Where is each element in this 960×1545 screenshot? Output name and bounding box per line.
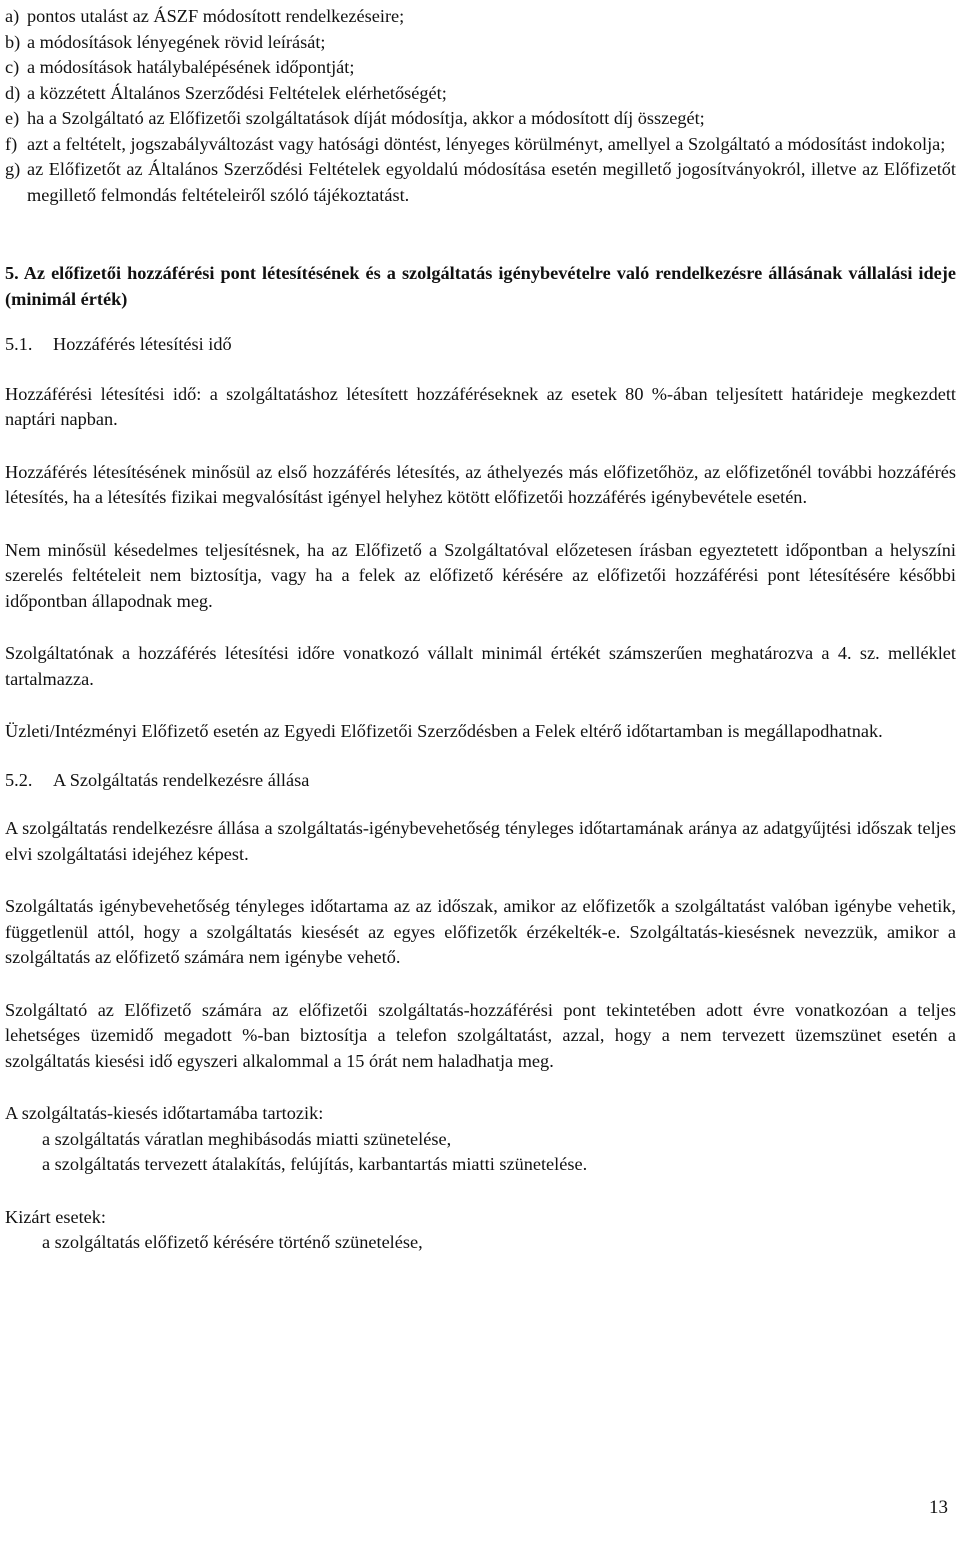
paragraph: Szolgáltatás igénybevehetőség tényleges időtartama az az időszak, amikor az előfizetők a szolgáltatást valóban igénybe vehetik, függetlenül attól, hogy a szolgáltatás kiesését az egyes előfizetők érzékelték-e. Szolgáltatás-kiesésnek nevezzük, amikor a szolgáltatás az előfizető számára nem igénybe vehető. [5, 896, 956, 967]
subsection-number: 5.1. [5, 334, 33, 354]
list-label: c) [5, 57, 20, 77]
subsection-5-1-heading [5, 332, 956, 358]
list-item: a szolgáltatás tervezett átalakítás, felújítás, karbantartás miatti szünetelése. [42, 1154, 588, 1174]
paragraph: Üzleti/Intézményi Előfizető esetén az Egyedi Előfizetői Szerződésben a Felek eltérő időtartamban is megállapodhatnak. [5, 721, 883, 741]
list-item: a szolgáltatás váratlan meghibásodás miatti szünetelése, [42, 1128, 452, 1149]
paragraph: Nem minősül késedelmes teljesítésnek, ha az Előfizető a Szolgáltatóval előzetesen írásban egyeztetett időpontban a helyszíni szerelés feltételeit nem biztosítja, vagy ha a felek az előfizető kérésére az előfizetői hozzáférési pont létesítésére későbbi időpontban állapodnak meg. [5, 539, 956, 611]
list-text: azt a feltételt, jogszabályváltozást vagy hatósági döntést, lényeges körülményt, amellyel a Szolgáltató a módosítást indokolja; [27, 133, 946, 154]
list-label: a) [5, 6, 20, 26]
subsection-number: 5.2. [5, 769, 33, 790]
list-text: a módosítások lényegének rövid leírását; [27, 31, 326, 52]
list-text: a közzétett Általános Szerződési Feltételek elérhetőségét; [27, 82, 447, 103]
outage-list [5, 1127, 956, 1178]
subsection-title: A Szolgáltatás rendelkezésre állása [53, 769, 310, 790]
list-label: f) [5, 133, 18, 154]
paragraph: Hozzáférési létesítési idő: a szolgáltatáshoz létesített hozzáféréseknek az esetek 80 %-ában teljesített határideje megkezdett naptári napban. [5, 383, 956, 429]
list-label: d) [5, 82, 21, 103]
page-number: 13 [929, 1497, 948, 1518]
list-item: a szolgáltatás előfizető kérésére történő szünetelése, [42, 1232, 423, 1252]
list-item-g [5, 157, 956, 208]
list-label: e) [5, 108, 20, 128]
list-label: g) [5, 159, 21, 179]
list-item-f [5, 132, 956, 158]
list-item-a [5, 4, 956, 30]
list-item-c [5, 55, 956, 81]
list-text: a módosítások hatálybalépésének időpontját; [27, 57, 355, 77]
excluded-list [5, 1230, 956, 1256]
subsection-title: Hozzáférés létesítési idő [53, 334, 232, 354]
list-label: b) [5, 31, 21, 52]
paragraph: Kizárt esetek: [5, 1206, 107, 1227]
paragraph: Szolgáltató az Előfizető számára az előfizetői szolgáltatás-hozzáférési pont tekintetében adott évre vonatkozóan a teljes lehetséges üzemidő megadott %-ban biztosítja a telefon szolgáltatást, azzal, hogy a nem tervezett üzemszünet esetén a szolgáltatás kiesési idő egyszeri alkalommal a 15 órát nem haladhatja meg. [5, 999, 956, 1071]
paragraph: A szolgáltatás rendelkezésre állása a szolgáltatás-igénybevehetőség tényleges időtartamának aránya az adatgyűjtési időszak teljes elvi szolgáltatási idejéhez képest. [5, 818, 956, 864]
list-item-e [5, 106, 956, 132]
paragraph: Hozzáférés létesítésének minősül az első hozzáférés létesítés, az áthelyezés más előfizetőhöz, az előfizetőnél további hozzáférés létesítés, ha a létesítés fizikai megvalósítást igényel helyhez kötött előfizetői hozzáférés igénybevétele esetén. [5, 461, 956, 507]
section-5-heading: 5. Az előfizetői hozzáférési pont létesítésének és a szolgáltatás igénybevételre való rendelkezésre állásának vállalási ideje (minimál érték) [5, 263, 956, 309]
list-item-b [5, 30, 956, 56]
subsection-5-2-heading [5, 768, 956, 794]
modification-list [5, 4, 956, 208]
list-item-d [5, 81, 956, 107]
paragraph: Szolgáltatónak a hozzáférés létesítési időre vonatkozó vállalt minimál értékét számszerűen meghatározva a 4. sz. melléklet tartalmazza. [5, 643, 956, 689]
list-text: az Előfizetőt az Általános Szerződési Feltételek egyoldalú módosítása esetén megillető jogosítványokról, illetve az Előfizetőt megillető felmondás feltételeiről szóló tájékoztatást. [27, 159, 956, 205]
list-text: ha a Szolgáltató az Előfizetői szolgáltatások díját módosítja, akkor a módosított díj összegét; [27, 108, 705, 128]
paragraph: A szolgáltatás-kiesés időtartamába tartozik: [5, 1103, 324, 1123]
list-text: pontos utalást az ÁSZF módosított rendelkezéseire; [27, 6, 405, 26]
